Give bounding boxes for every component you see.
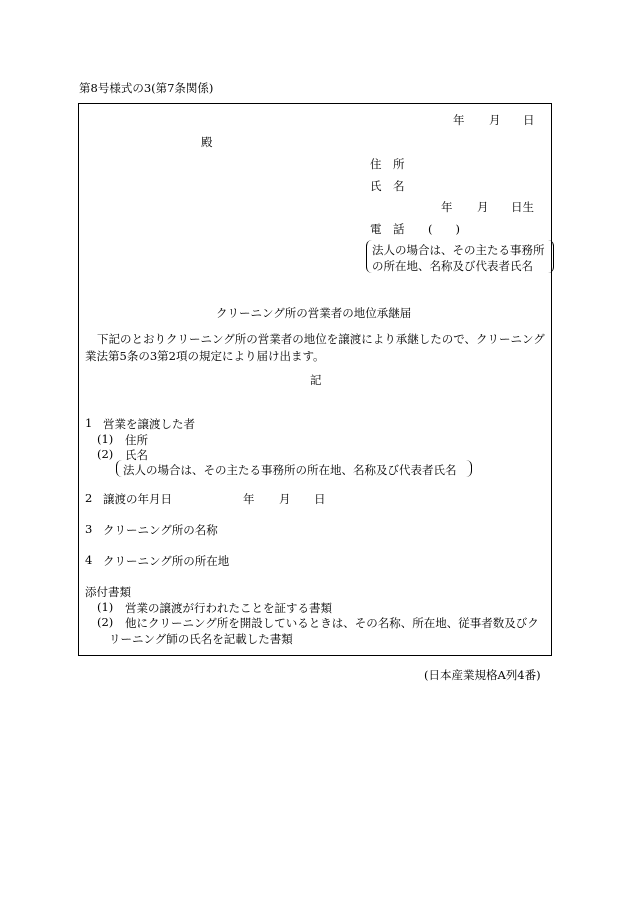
ki-heading: 記 (310, 373, 322, 387)
applicant-address-label: 住 所 (370, 157, 405, 171)
applicant-corp-note-line2: の所在地、名称及び代表者氏名 (372, 259, 533, 273)
form-title: クリーニング所の営業者の地位承継届 (216, 306, 412, 320)
applicant-name-label: 氏 名 (370, 179, 405, 193)
item3-number: 3 (85, 522, 93, 536)
birth-year-label: 年 (441, 200, 453, 214)
item4-number: 4 (85, 553, 93, 567)
item2-label: 譲渡の年月日 (103, 492, 172, 506)
birth-day-label: 日生 (511, 200, 534, 214)
date-day-label: 日 (523, 113, 535, 127)
item2-day-label: 日 (314, 492, 326, 506)
item1-sub1-label: 住所 (125, 433, 148, 447)
attachment1-text: 営業の譲渡が行われたことを証する書類 (125, 601, 332, 615)
attachment2-line2: リーニング師の氏名を記載した書類 (109, 632, 293, 646)
item1-number: 1 (85, 416, 93, 430)
item3-label: クリーニング所の名称 (103, 523, 218, 537)
birth-month-label: 月 (477, 200, 489, 214)
addressee-suffix: 殿 (201, 135, 213, 149)
form-number: 第8号様式の3(第7条関係) (79, 81, 214, 95)
item2-number: 2 (85, 491, 93, 505)
item2-year-label: 年 (243, 492, 255, 506)
attachment1-number: (1) (97, 600, 114, 614)
item1-label: 営業を譲渡した者 (103, 417, 195, 431)
item1-corp-note: 法人の場合は、その主たる事務所の所在地、名称及び代表者氏名 (123, 463, 457, 477)
attachment2-number: (2) (97, 615, 114, 629)
date-month-label: 月 (489, 113, 501, 127)
applicant-corp-note-line1: 法人の場合は、その主たる事務所 (372, 243, 545, 257)
item1-sub2-number: (2) (97, 447, 114, 461)
item4-label: クリーニング所の所在地 (103, 554, 230, 568)
applicant-phone-label: 電 話 (370, 222, 405, 236)
body-text: 下記のとおりクリーニング所の営業者の地位を譲渡により承継したので、クリーニング業法第5条の3第2項の規定により届け出ます。 (85, 332, 545, 363)
attachment2-line1: 他にクリーニング所を開設しているときは、その名称、所在地、従事者数及びク (125, 616, 539, 630)
date-year-label: 年 (453, 113, 465, 127)
item1-sub2-label: 氏名 (125, 448, 148, 462)
paper-size-note: (日本産業規格A列4番) (424, 668, 541, 682)
applicant-phone-paren: ( ) (428, 222, 460, 236)
item2-month-label: 月 (279, 492, 291, 506)
attachments-heading: 添付書類 (85, 585, 131, 599)
item1-sub1-number: (1) (97, 432, 114, 446)
